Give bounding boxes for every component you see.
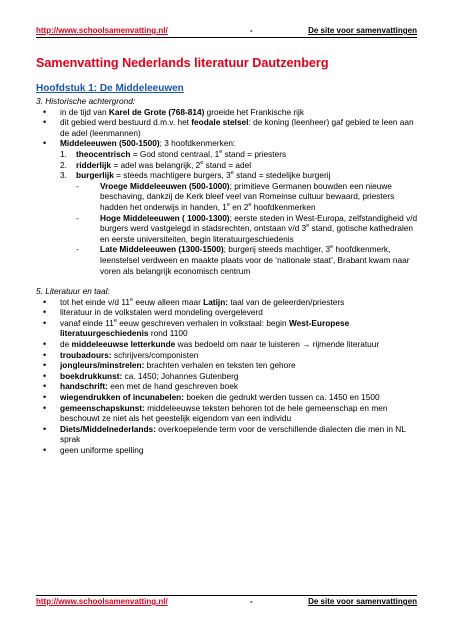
list-item: • vanaf einde 11e eeuw geschreven verhalen in volkstaal: begin West-Europese literatuurgeschiedenis rond 1100 bbox=[36, 318, 418, 339]
list-item: • de middeleeuwse letterkunde was bedoeld om naar te luisteren → rijmende literatuur bbox=[36, 339, 418, 350]
characteristics-list bbox=[36, 149, 418, 181]
footer-site-link[interactable]: http://www.schoolsamenvatting.nl/ bbox=[36, 597, 168, 606]
numbered-item: 2. ridderlijk = adel was belangrijk, 2e stand = adel bbox=[60, 159, 252, 170]
period-item: - Vroege Middeleeuwen (500-1000); primitieve Germanen bouwden een nieuwe beschaving, dankzij de Kerk bleef veel van Romeinse cultuur bewaard, priesters hadden het onderwijs in handen, 1e en 2e hoofdkenmerken bbox=[76, 180, 395, 212]
list-item: • geen uniforme spelling bbox=[36, 445, 418, 456]
header-separator: - bbox=[250, 26, 253, 35]
numbered-item: 1. theocentrisch = God stond centraal, 1e stand = priesters bbox=[60, 148, 287, 159]
list-item: • gemeenschapskunst: middeleeuwse teksten behoren tot de hele gemeenschap en men beschouwt ze niet als het geestelijk eigendom van een individu bbox=[36, 403, 418, 424]
header-rule bbox=[36, 37, 417, 38]
document-title: Samenvatting Nederlands literatuur Dautzenberg bbox=[36, 56, 329, 70]
footer-separator: - bbox=[250, 597, 253, 606]
footer-rule bbox=[36, 595, 417, 596]
footer-tagline: De site voor samenvattingen bbox=[308, 597, 417, 606]
list-item: • troubadours: schrijvers/componisten bbox=[36, 350, 418, 361]
list-item: • literatuur in de volkstalen werd mondeling overgeleverd bbox=[36, 307, 418, 318]
section-heading-literature: 5. Literatuur en taal: bbox=[36, 286, 110, 297]
list-item: • jongleurs/minstrelen: brachten verhalen en teksten ten gehore bbox=[36, 360, 418, 371]
history-list bbox=[36, 107, 418, 149]
section-heading-history: 3. Historische achtergrond: bbox=[36, 96, 136, 106]
list-item: • wiegendrukken of incunabelen: boeken die gedrukt werden tussen ca. 1450 en 1500 bbox=[36, 392, 418, 403]
literature-list bbox=[36, 297, 418, 456]
header-tagline: De site voor samenvattingen bbox=[308, 26, 417, 35]
header-site-link[interactable]: http://www.schoolsamenvatting.nl/ bbox=[36, 26, 168, 35]
list-item: • dit gebied werd bestuurd d.m.v. het feodale stelsel: de koning (leenheer) gaf gebied te leen aan de adel (leenmannen) bbox=[36, 117, 418, 138]
period-item: - Hoge Middeleeuwen ( 1000-1300); eerste steden in West-Europa, zelfstandigheid v/d burgers werd vastgelegd in stadsrechten, ontstaan v/d 3e stand, gotische kathedralen en eerste universiteiten, begin literatuurgeschiedenis bbox=[76, 212, 418, 244]
periods-list bbox=[36, 181, 418, 276]
document-body bbox=[36, 55, 418, 456]
chapter-heading: Hoofdstuk 1: De Middeleeuwen bbox=[36, 83, 184, 94]
period-item: - Late Middeleeuwen (1300-1500); burgerij steeds machtiger, 3e hoofdkenmerk, leenstelsel verdween en maakte plaats voor de ‘nationale staat’, Brabant kwam naar voren als belangrijk economisch centrum bbox=[76, 244, 410, 276]
numbered-item: 3. burgerlijk = steeds machtigere burgers, 3e stand = stedelijke burgerij bbox=[60, 170, 331, 181]
list-item: • in de tijd van Karel de Grote (768-814) groeide het Frankische rijk bbox=[36, 107, 418, 118]
list-item: • Diets/Middelnederlands: overkoepelende term voor de verschillende dialecten die men in NL sprak bbox=[36, 424, 418, 445]
list-item: • tot het einde v/d 11e eeuw alleen maar Latijn: taal van de geleerden/priesters bbox=[36, 297, 418, 308]
page-footer bbox=[36, 597, 417, 609]
list-item: • handschrift: een met de hand geschreven boek bbox=[36, 381, 418, 392]
list-item: • Middeleeuwen (500-1500); 3 hoofdkenmerken: bbox=[36, 138, 418, 149]
list-item: • boekdrukkunst: ca. 1450; Johannes Gutenberg bbox=[36, 371, 418, 382]
